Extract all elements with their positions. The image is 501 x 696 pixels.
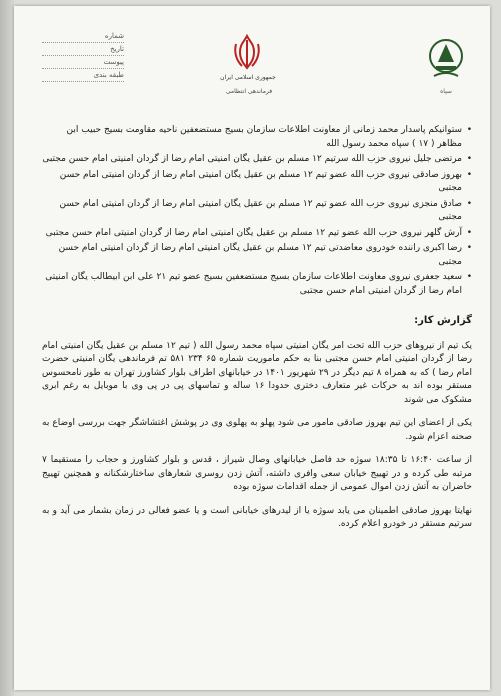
- irgc-logo-icon: [426, 36, 466, 84]
- org-caption: جمهوری اسلامی ایران: [220, 74, 276, 81]
- letterhead: [14, 6, 490, 114]
- personnel-list: [42, 124, 472, 298]
- report-paragraph: یک تیم از نیروهای حزب الله تحت امر یگان امنیتی سپاه محمد رسول الله ( تیم ۱۲ مسلم بن عقیل یگان امنیتی امام رضا از گردان امنیتی امام حسن مجتبی بنا به حکم ماموریت شماره ۶۵ ۲۳۴ ۵۸۱ تم فرماندهی یگان امنیتی حضرت امام رضا ) که به همراه ۸ تیم دیگر در ۲۹ شهریور ۱۴۰۱ در خیابانهای اطراف بلوار کشاورز تهران به طور نامحسوس مستقر بوده اند به حرکات غیر متعارف دختری حدودا ۱۶ ساله و تماسهای پی در پی وی با موبایل به رغم ابری مشکوک می شوند: [42, 340, 472, 405]
- document-page: [14, 6, 490, 690]
- report-paragraph: نهایتا بهروز صادقی اطمینان می یابد سوژه یا از لیدرهای خیابانی است و یا عضو فعالی در زمان بشمار می آید و به سرتیم مستقر در خودرو اعلام کرده.: [42, 505, 472, 529]
- list-item: • صادق منجزی نیروی حزب الله عضو تیم ۱۲ مسلم بن عقیل یگان امنیتی امام رضا از گردان امنیتی امام حسن مجتبی: [42, 198, 472, 225]
- meta-date-label: تاریخ: [42, 43, 124, 56]
- list-item: • ستوانیکم پاسدار محمد زمانی از معاونت اطلاعات سازمان بسیج مستضعفین ناحیه مقاومت بسیج حبیب ابن مظاهر ( ۱۷ ) سپاه محمد رسول الله: [42, 124, 472, 151]
- report-paragraph: از ساعت ۱۶:۴۰ تا ۱۸:۳۵ سوژه حد فاصل خیابانهای وصال شیراز ، قدس و بلوار کشاورز و حجاب را مستقیما ۷ مرتبه طی کرده و در تهییج خیابان سعی وافری داشته، آتش زدن روسری شعارهای ساختارشکنانه و همچنین تهییج حاضران به آتش زدن اموال عمومی از جمله اقدامات سوژه بوده: [42, 455, 472, 492]
- document-body: [42, 124, 472, 542]
- logo-caption: سپاه: [440, 88, 452, 95]
- list-item: • بهروز صادقی نیروی حزب الله عضو تیم ۱۲ مسلم بن عقیل یگان امنیتی امام رضا از گردان امنیتی امام حسن مجتبی: [42, 169, 472, 196]
- list-item: • آرش گلهر نیروی حزب الله عضو تیم ۱۲ مسلم بن عقیل یگان امنیتی امام رضا از گردان امنیتی امام حسن مجتبی: [42, 227, 472, 241]
- list-item: • سعید جعفری نیروی معاونت اطلاعات سازمان بسیج مستضعفین بسیج عضو تیم ۲۱ علی ابن ابیطالب یگان امنیتی امام رضا از گردان امنیتی امام حسن مجتبی: [42, 271, 472, 298]
- report-heading: گزارش کار:: [414, 315, 472, 326]
- report-paragraph: یکی از اعضای این تیم بهروز صادقی مامور می شود پهلو به پهلوی وی در پوشش اغتشاشگر جهت بررسی اوضاع به صحنه اعزام شود.: [42, 418, 472, 442]
- org-subcaption: فرماندهی انتظامی: [225, 88, 273, 95]
- scan-edge-shadow: [0, 0, 14, 696]
- list-item: • رضا اکبری راننده خودروی معاضدتی تیم ۱۲ مسلم بن عقیل یگان امنیتی امام رضا از گردان امنیتی امام حسن مجتبی: [42, 242, 472, 269]
- meta-classification-label: طبقه بندی: [42, 69, 124, 82]
- meta-number-label: شماره: [42, 30, 124, 43]
- document-meta-box: [42, 30, 124, 82]
- iran-emblem-icon: [230, 34, 264, 72]
- list-item: • مرتضی جلیل نیروی حزب الله سرتیم ۱۲ مسلم بن عقیل یگان امنیتی امام رضا از گردان امنیتی امام حسن مجتبی: [42, 153, 472, 167]
- meta-attachment-label: پیوست: [42, 56, 124, 69]
